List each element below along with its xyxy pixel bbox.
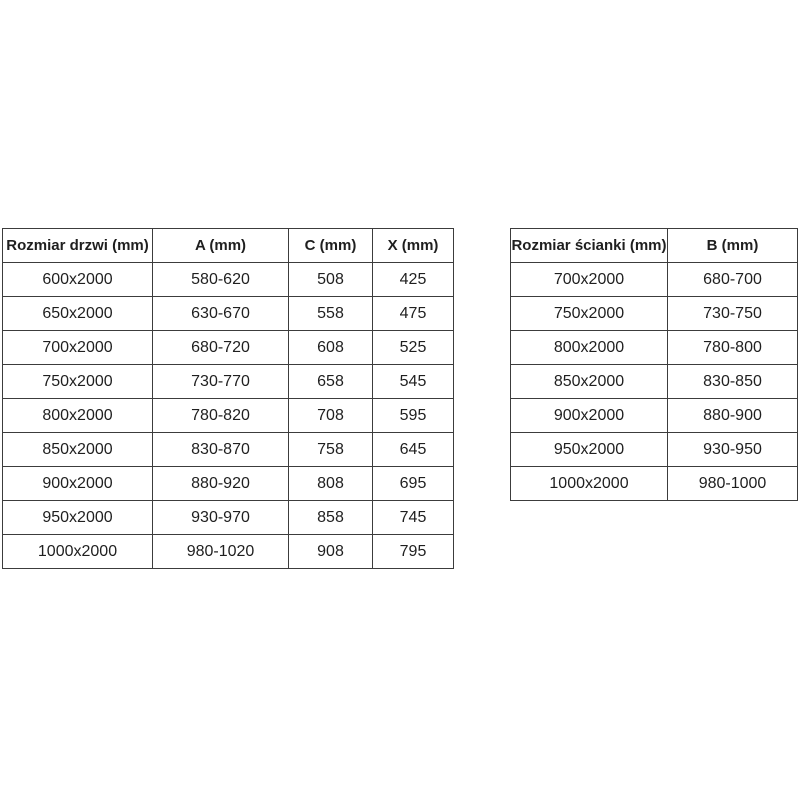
table-cell: 680-700	[668, 263, 798, 297]
table-cell: 850x2000	[511, 365, 668, 399]
table-cell: 708	[289, 399, 373, 433]
table-row	[3, 535, 454, 569]
table-row	[3, 331, 454, 365]
table-cell: 950x2000	[511, 433, 668, 467]
table-cell: 475	[373, 297, 454, 331]
table-cell: 980-1020	[153, 535, 289, 569]
table-cell: 858	[289, 501, 373, 535]
column-header: Rozmiar drzwi (mm)	[3, 229, 153, 263]
table-cell: 730-770	[153, 365, 289, 399]
door-size-table	[2, 228, 454, 569]
table-cell: 830-870	[153, 433, 289, 467]
table-row	[3, 501, 454, 535]
table-row	[3, 399, 454, 433]
table-header-row	[511, 229, 798, 263]
table-cell: 645	[373, 433, 454, 467]
table-cell: 880-900	[668, 399, 798, 433]
column-header: B (mm)	[668, 229, 798, 263]
table-cell: 750x2000	[3, 365, 153, 399]
table-cell: 658	[289, 365, 373, 399]
table-cell: 425	[373, 263, 454, 297]
table-row	[511, 467, 798, 501]
table-cell: 750x2000	[511, 297, 668, 331]
table-cell: 880-920	[153, 467, 289, 501]
table-cell: 830-850	[668, 365, 798, 399]
table-cell: 850x2000	[3, 433, 153, 467]
table-cell: 758	[289, 433, 373, 467]
table-cell: 780-820	[153, 399, 289, 433]
table-cell: 730-750	[668, 297, 798, 331]
table-cell: 780-800	[668, 331, 798, 365]
table-cell: 1000x2000	[511, 467, 668, 501]
table-cell: 930-970	[153, 501, 289, 535]
table-cell: 908	[289, 535, 373, 569]
wall-size-table	[510, 228, 798, 501]
table-row	[511, 399, 798, 433]
column-header: X (mm)	[373, 229, 454, 263]
table-cell: 800x2000	[511, 331, 668, 365]
table-cell: 745	[373, 501, 454, 535]
table-cell: 930-950	[668, 433, 798, 467]
table-cell: 695	[373, 467, 454, 501]
table-cell: 680-720	[153, 331, 289, 365]
table-row	[511, 433, 798, 467]
table-row	[511, 297, 798, 331]
table-row	[3, 433, 454, 467]
table-cell: 558	[289, 297, 373, 331]
table-cell: 525	[373, 331, 454, 365]
table-cell: 808	[289, 467, 373, 501]
table-row	[511, 263, 798, 297]
table-cell: 595	[373, 399, 454, 433]
table-cell: 1000x2000	[3, 535, 153, 569]
table-cell: 600x2000	[3, 263, 153, 297]
table-row	[3, 263, 454, 297]
column-header: Rozmiar ścianki (mm)	[511, 229, 668, 263]
table-row	[3, 365, 454, 399]
table-row	[3, 297, 454, 331]
table-cell: 795	[373, 535, 454, 569]
table-cell: 508	[289, 263, 373, 297]
table-cell: 700x2000	[511, 263, 668, 297]
table-cell: 580-620	[153, 263, 289, 297]
table-row	[511, 331, 798, 365]
table-cell: 900x2000	[3, 467, 153, 501]
table-cell: 545	[373, 365, 454, 399]
column-header: C (mm)	[289, 229, 373, 263]
table-cell: 980-1000	[668, 467, 798, 501]
table-row	[511, 365, 798, 399]
table-header-row	[3, 229, 454, 263]
table-cell: 650x2000	[3, 297, 153, 331]
column-header: A (mm)	[153, 229, 289, 263]
table-cell: 900x2000	[511, 399, 668, 433]
table-row	[3, 467, 454, 501]
table-cell: 950x2000	[3, 501, 153, 535]
table-cell: 700x2000	[3, 331, 153, 365]
table-cell: 608	[289, 331, 373, 365]
table-cell: 800x2000	[3, 399, 153, 433]
table-cell: 630-670	[153, 297, 289, 331]
